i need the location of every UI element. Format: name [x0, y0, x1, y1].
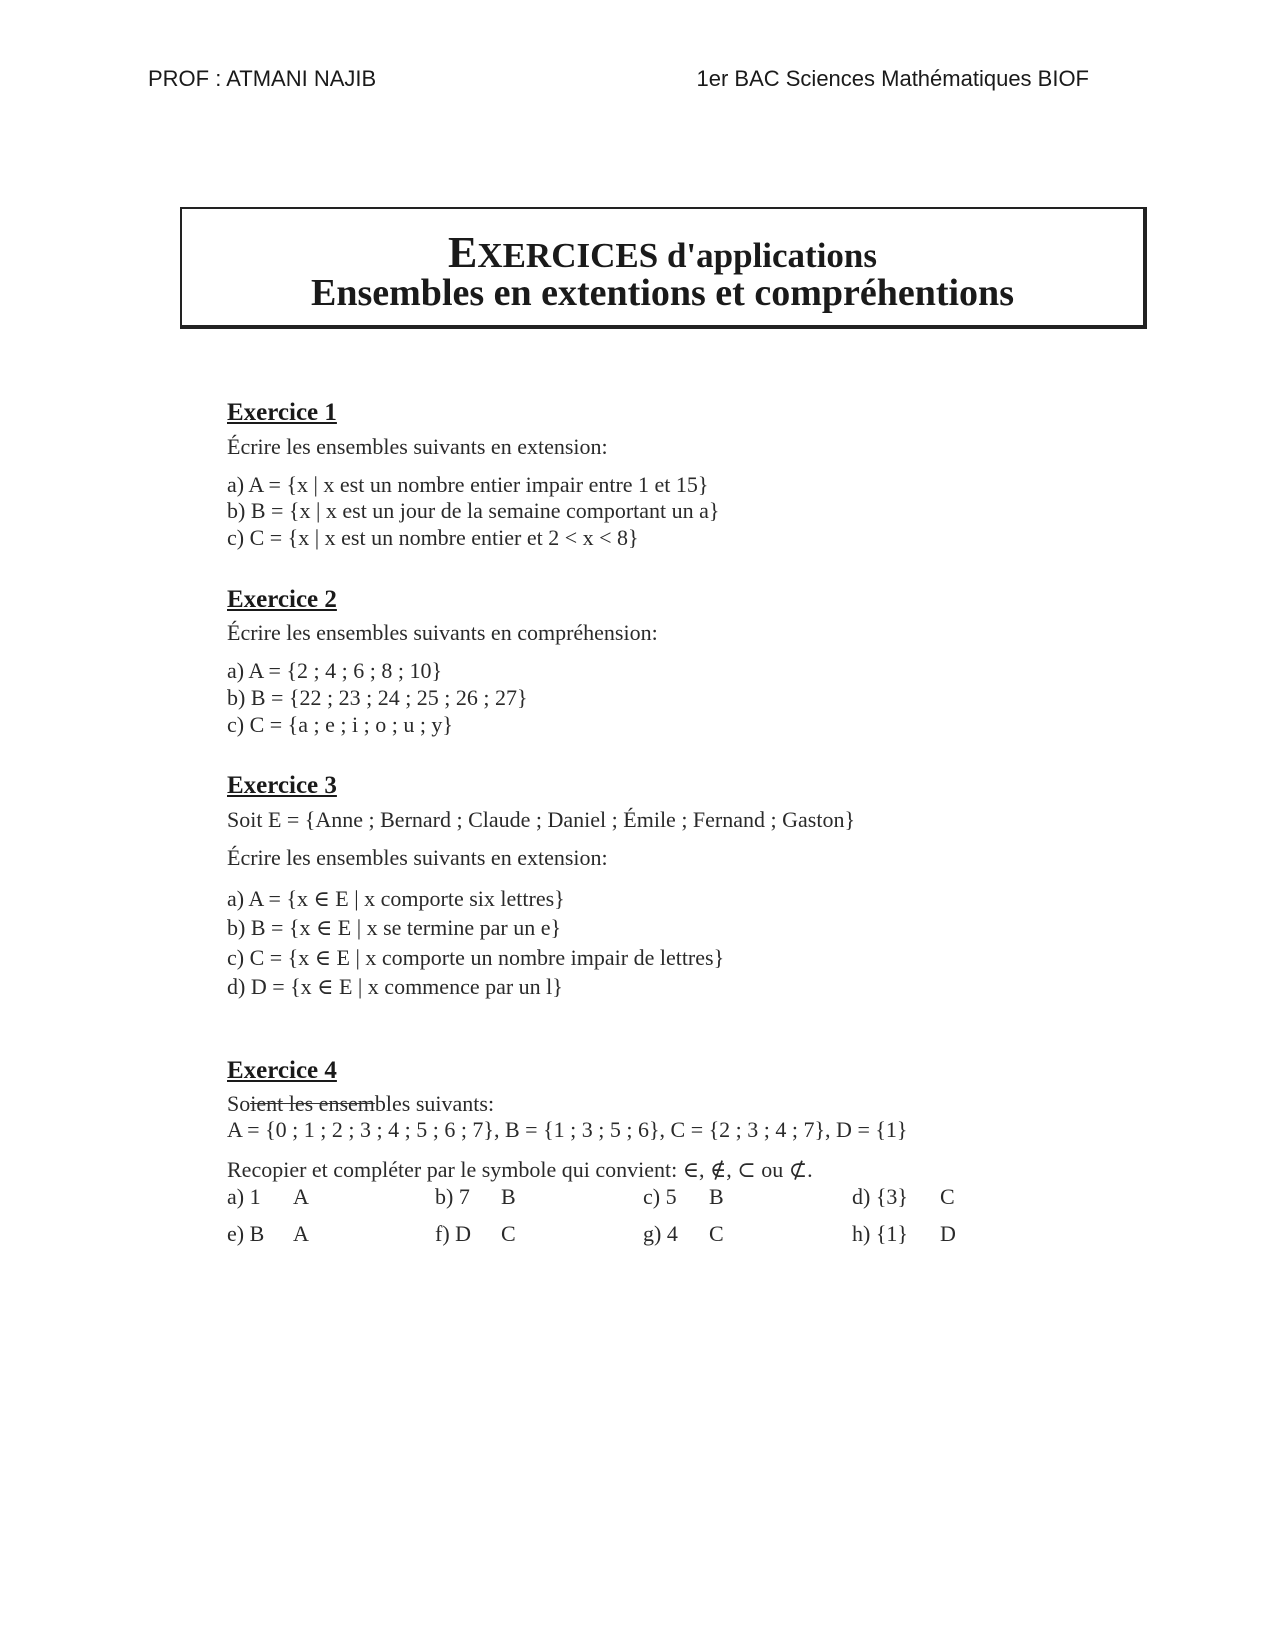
item-left: b) 7	[435, 1184, 470, 1209]
exercise-4-instruction: Recopier et compléter par le symbole qui convient: ∈, ∉, ⊂ ou ⊄.	[227, 1157, 813, 1182]
item-left: c) 5	[643, 1184, 677, 1209]
exercise-1-item-b: b) B = {x | x est un jour de la semaine comportant un a}	[227, 498, 720, 523]
exercise-4-item-b	[435, 1184, 516, 1210]
exercise-3-item-b: b) B = {x ∈ E | x se termine par un e}	[227, 915, 562, 940]
exercise-4-heading: Exercice 4	[227, 1057, 337, 1084]
item-left: a) 1	[227, 1184, 261, 1209]
item-right: A	[293, 1221, 309, 1246]
item-right: C	[940, 1184, 955, 1209]
exercise-4-intro-end: bles suivants:	[374, 1091, 495, 1116]
exercise-1-item-a: a) A = {x | x est un nombre entier impair entre 1 et 15}	[227, 472, 709, 497]
exercise-3-instruction: Écrire les ensembles suivants en extension:	[227, 845, 608, 870]
item-right: A	[293, 1184, 309, 1209]
exercise-3-set-definition: Soit E = {Anne ; Bernard ; Claude ; Daniel ; Émile ; Fernand ; Gaston}	[227, 807, 856, 832]
header-class: 1er BAC Sciences Mathématiques BIOF	[696, 66, 1089, 91]
title-word: XERCICES	[477, 236, 659, 275]
exercise-4-item-e	[227, 1221, 309, 1247]
exercise-2-item-a: a) A = {2 ; 4 ; 6 ; 8 ; 10}	[227, 658, 443, 683]
exercise-3-heading: Exercice 3	[227, 772, 337, 799]
exercise-4-item-c	[643, 1184, 724, 1210]
item-left: h) {1}	[852, 1221, 908, 1246]
exercise-4-intro-strikethrough: ient les ensem	[250, 1091, 375, 1116]
item-right: D	[940, 1221, 956, 1246]
exercise-2-item-b: b) B = {22 ; 23 ; 24 ; 25 ; 26 ; 27}	[227, 685, 528, 710]
exercise-4-intro-start: So	[227, 1091, 251, 1116]
item-left: g) 4	[643, 1221, 678, 1246]
exercise-4-sets: A = {0 ; 1 ; 2 ; 3 ; 4 ; 5 ; 6 ; 7}, B = {1 ; 3 ; 5 ; 6}, C = {2 ; 3 ; 4 ; 7}, D = {1}	[227, 1117, 908, 1142]
exercise-4-item-d	[852, 1184, 955, 1210]
item-right: C	[501, 1221, 516, 1246]
exercise-1-item-c: c) C = {x | x est un nombre entier et 2 < x < 8}	[227, 525, 639, 550]
exercise-1-heading: Exercice 1	[227, 399, 337, 426]
item-left: f) D	[435, 1221, 472, 1246]
item-right: C	[709, 1221, 724, 1246]
exercise-3-item-d: d) D = {x ∈ E | x commence par un l}	[227, 974, 563, 999]
exercise-4-item-a	[227, 1184, 309, 1210]
title-initial: E	[447, 228, 478, 277]
item-right: B	[501, 1184, 516, 1209]
exercise-2-item-c: c) C = {a ; e ; i ; o ; u ; y}	[227, 712, 453, 737]
exercise-4-item-h	[852, 1221, 956, 1247]
exercise-1-instruction: Écrire les ensembles suivants en extension:	[227, 434, 608, 459]
exercise-4-item-g	[643, 1221, 724, 1247]
exercise-3-item-a: a) A = {x ∈ E | x comporte six lettres}	[227, 886, 565, 911]
header-author: PROF : ATMANI NAJIB	[148, 66, 377, 91]
item-left: d) {3}	[852, 1184, 908, 1209]
item-left: e) B	[227, 1221, 265, 1246]
exercise-4-intro	[227, 1091, 494, 1117]
item-right: B	[709, 1184, 724, 1209]
exercise-3-item-c: c) C = {x ∈ E | x comporte un nombre impair de lettres}	[227, 945, 725, 970]
exercise-2-instruction: Écrire les ensembles suivants en compréhension:	[227, 620, 658, 645]
exercise-2-heading: Exercice 2	[227, 586, 337, 613]
title-box	[180, 207, 1147, 329]
title-line-2: Ensembles en extentions et compréhentions	[311, 272, 1014, 314]
title-subtitle: d'applications	[658, 236, 878, 275]
exercise-4-item-f	[435, 1221, 516, 1247]
